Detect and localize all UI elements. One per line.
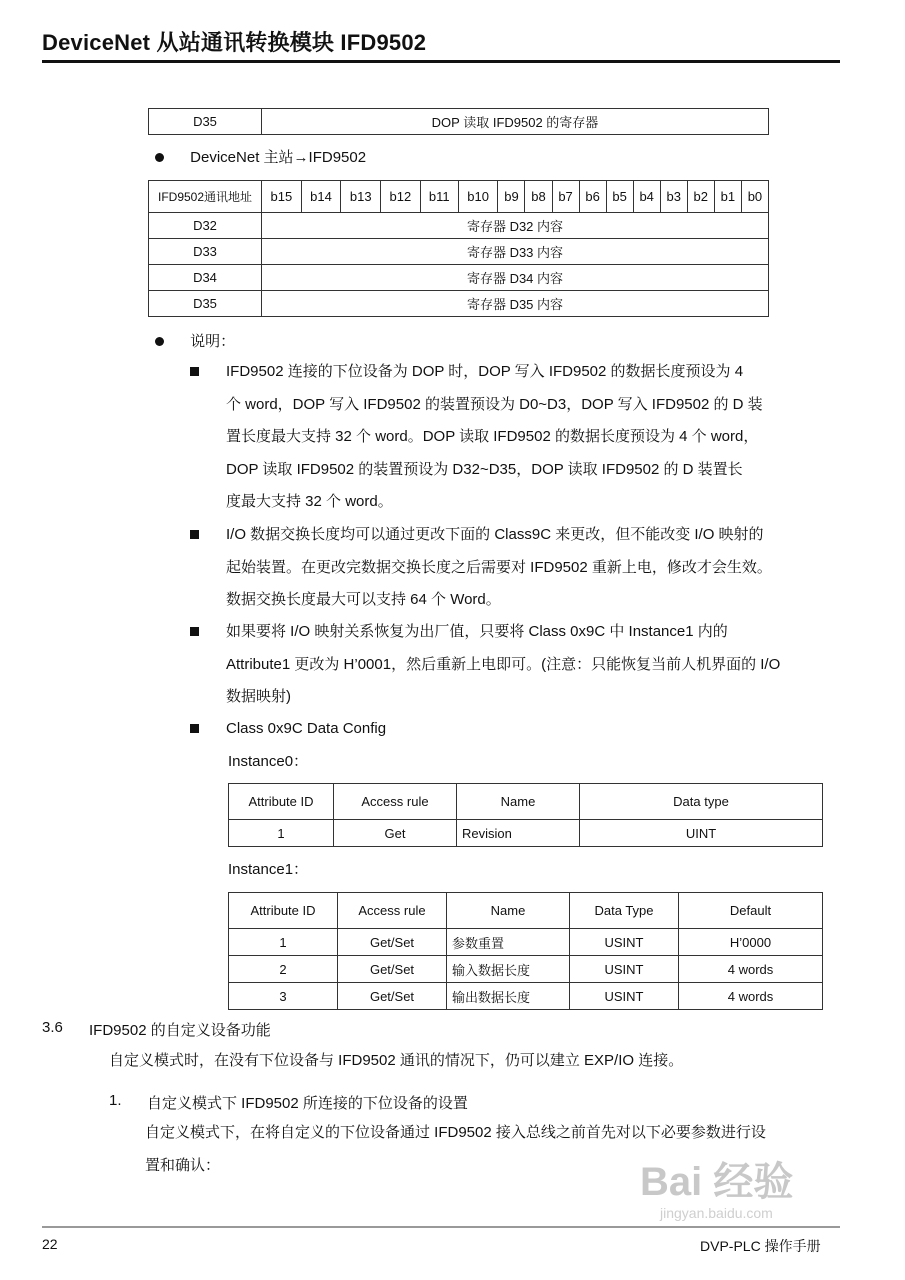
cell: 4 words xyxy=(679,983,823,1010)
col-header: Attribute ID xyxy=(229,893,338,929)
col-header: b4 xyxy=(633,181,660,213)
col-header: IFD9502通讯地址 xyxy=(149,181,262,213)
cell: Revision xyxy=(457,820,580,847)
table-instance1 xyxy=(228,892,823,1010)
cell-reg: D35 xyxy=(149,291,262,317)
table-row xyxy=(229,983,823,1010)
bullet-master-to-slave: DeviceNet 主站→IFD9502 xyxy=(155,146,366,167)
section-intro: 自定义模式时，在没有下位设备与 IFD9502 通讯的情况下，仍可以建立 EXP/IO 连接。 xyxy=(109,1052,684,1069)
watermark-url: jingyan.baidu.com xyxy=(660,1205,773,1221)
col-header: b0 xyxy=(741,181,768,213)
cell-content: 寄存器 D35 内容 xyxy=(262,291,769,317)
col-header: b1 xyxy=(714,181,741,213)
cell: 4 words xyxy=(679,956,823,983)
table-row xyxy=(149,239,769,265)
cell: 输出数据长度 xyxy=(447,983,570,1010)
col-header: b2 xyxy=(687,181,714,213)
col-header: Default xyxy=(679,893,823,929)
manual-name: DVP-PLC 操作手册 xyxy=(700,1238,821,1254)
section-number: 3.6 xyxy=(42,1019,63,1036)
col-header: b9 xyxy=(498,181,525,213)
cell: Get xyxy=(334,820,457,847)
col-header: b6 xyxy=(579,181,606,213)
cell-desc: DOP 读取 IFD9502 的寄存器 xyxy=(262,109,769,135)
cell-reg: D33 xyxy=(149,239,262,265)
col-header: Name xyxy=(457,784,580,820)
table-row xyxy=(229,929,823,956)
table-instance0 xyxy=(228,783,823,847)
table-header-row xyxy=(229,893,823,929)
cell: USINT xyxy=(570,956,679,983)
square-bullet-icon xyxy=(190,530,199,539)
col-header: Access rule xyxy=(338,893,447,929)
cell: 1 xyxy=(229,929,338,956)
note-2: I/O 数据交换长度均可以通过更改下面的 Class9C 来更改，但不能改变 I/O 映射的 起始装置。在更改完数据交换长度之后需要对 IFD9502 重新上电，修改才会生效。 数据交换长度最大可以支持 64 个 Word。 xyxy=(226,526,772,608)
cell-reg: D32 xyxy=(149,213,262,239)
table-header-row xyxy=(149,181,769,213)
table-row xyxy=(149,265,769,291)
table-row xyxy=(229,820,823,847)
col-header: b12 xyxy=(381,181,421,213)
col-header: Name xyxy=(447,893,570,929)
cell: H’0000 xyxy=(679,929,823,956)
bullet-dot-icon xyxy=(155,153,164,162)
bullet-dot-icon xyxy=(155,337,164,346)
cell: USINT xyxy=(570,929,679,956)
col-header: b15 xyxy=(262,181,302,213)
instance1-label: Instance1： xyxy=(228,861,309,878)
col-header: b11 xyxy=(420,181,458,213)
table-dop-read xyxy=(148,108,769,135)
bullet-explanation: 说明： xyxy=(155,330,235,351)
square-bullet-icon xyxy=(190,724,199,733)
cell: UINT xyxy=(580,820,823,847)
cell: USINT xyxy=(570,983,679,1010)
col-header: b8 xyxy=(525,181,552,213)
col-header: b5 xyxy=(606,181,633,213)
section-title: IFD9502 的自定义设备功能 xyxy=(89,1022,271,1039)
cell: Get/Set xyxy=(338,956,447,983)
col-header: Attribute ID xyxy=(229,784,334,820)
watermark-logo: Bai 经验 xyxy=(640,1160,794,1204)
cell: 3 xyxy=(229,983,338,1010)
col-header: b14 xyxy=(301,181,341,213)
col-header: Data Type xyxy=(570,893,679,929)
item-title: 自定义模式下 IFD9502 所连接的下位设备的设置 xyxy=(147,1095,468,1112)
table-row xyxy=(149,213,769,239)
col-header: Data type xyxy=(580,784,823,820)
cell-reg: D35 xyxy=(149,109,262,135)
cell: Get/Set xyxy=(338,929,447,956)
col-header: b3 xyxy=(660,181,687,213)
col-header: b7 xyxy=(552,181,579,213)
header-rule xyxy=(42,60,840,63)
page-number: 22 xyxy=(42,1236,58,1252)
cell-reg: D34 xyxy=(149,265,262,291)
note-4: Class 0x9C Data Config xyxy=(226,720,387,737)
item-text: 自定义模式下，在将自定义的下位设备通过 IFD9502 接入总线之前首先对以下必要参数进行设 置和确认： xyxy=(145,1124,766,1174)
cell: 参数重置 xyxy=(447,929,570,956)
note-3: 如果要将 I/O 映射关系恢复为出厂值，只要将 Class 0x9C 中 Instance1 内的 Attribute1 更改为 H’0001，然后重新上电即可。(注意：只能恢复当前人机界面的 I/O 数据映射) xyxy=(226,623,781,705)
table-register-map xyxy=(148,180,769,317)
square-bullet-icon xyxy=(190,627,199,636)
footer-rule xyxy=(42,1226,840,1228)
cell: 2 xyxy=(229,956,338,983)
cell-content: 寄存器 D32 内容 xyxy=(262,213,769,239)
col-header: b13 xyxy=(341,181,381,213)
square-bullet-icon xyxy=(190,367,199,376)
cell: Get/Set xyxy=(338,983,447,1010)
page-header-title: DeviceNet 从站通讯转换模块 IFD9502 xyxy=(42,30,427,55)
cell-content: 寄存器 D33 内容 xyxy=(262,239,769,265)
table-row xyxy=(149,109,769,135)
col-header: Access rule xyxy=(334,784,457,820)
cell: 1 xyxy=(229,820,334,847)
cell: 输入数据长度 xyxy=(447,956,570,983)
cell-content: 寄存器 D34 内容 xyxy=(262,265,769,291)
note-1: IFD9502 连接的下位设备为 DOP 时，DOP 写入 IFD9502 的数据长度预设为 4 个 word，DOP 写入 IFD9502 的装置预设为 D0~D3，DOP 写入 IFD9502 的 D 装 置长度最大支持 32 个 word。DOP 读取 IFD9502 的数据长度预设为 4 个 word， DOP 读取 IFD9502 的装置预设为 D32~D35，DOP 读取 IFD9502 的 D 装置长 度最大支持 32 个 word。 xyxy=(226,363,763,510)
item-number: 1. xyxy=(109,1092,122,1109)
table-header-row xyxy=(229,784,823,820)
table-row xyxy=(149,291,769,317)
table-row xyxy=(229,956,823,983)
instance0-label: Instance0： xyxy=(228,753,309,770)
col-header: b10 xyxy=(458,181,498,213)
